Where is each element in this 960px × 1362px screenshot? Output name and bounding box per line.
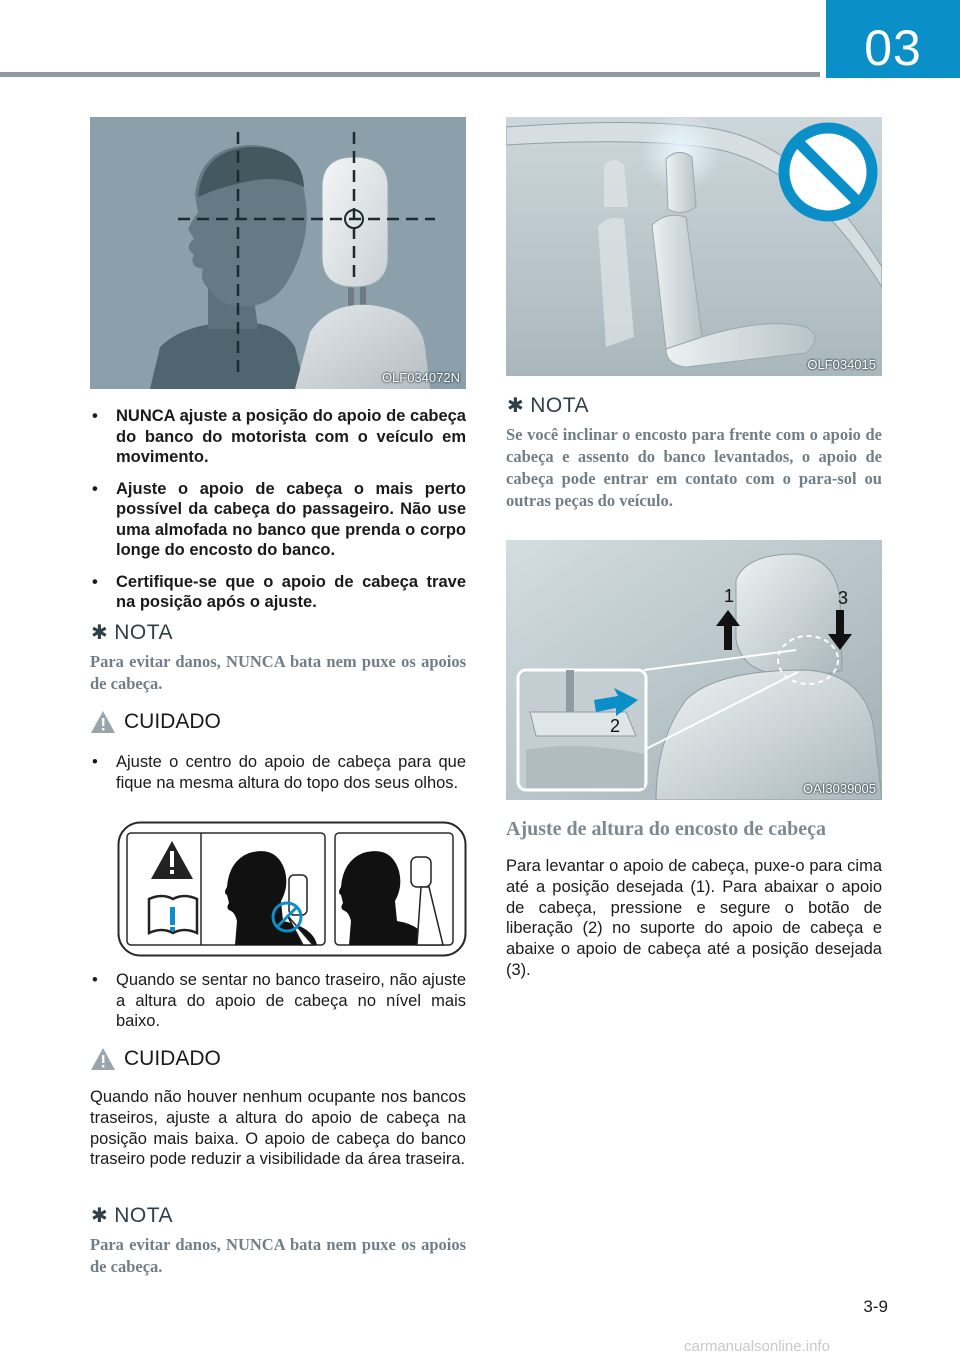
warning-triangle-icon: [90, 710, 116, 734]
nota-heading: [91, 1203, 173, 1228]
list-item: • Ajuste o centro do apoio de cabeça para que fique na mesma altura do topo dos seus olhos.: [90, 752, 466, 793]
figure-seat-contact: [506, 117, 882, 376]
nota-heading: [507, 393, 589, 418]
page-number: 3-9: [863, 1297, 888, 1316]
caution-headrest-illustration: [117, 821, 467, 957]
warning-triangle-icon: [90, 1047, 116, 1071]
figure-code: OLF034015: [807, 357, 876, 372]
head-alignment-illustration: [90, 117, 466, 389]
caution-bullets-top: [90, 752, 466, 804]
top-rule: [0, 72, 820, 77]
asterisk-icon: ✱: [91, 1205, 109, 1227]
section-paragraph: Para levantar o apoio de cabeça, puxe-o para cima até a posição desejada (1). Para abaixar o apoio de cabeça, pressione e segure o botão de liberação (2) no suporte do apoio de cabeça e abaixe o apoio de cabeça até a posição desejada (3).: [506, 857, 882, 979]
nota-text: Se você inclinar o encosto para frente com o apoio de cabeça e assento do banco levantados, o apoio de cabeça pode entrar em contato com o para-sol ou outras peças do veículo.: [506, 425, 882, 510]
figure-head-alignment: [90, 117, 466, 389]
asterisk-icon: ✱: [507, 395, 525, 417]
label-2: 2: [610, 716, 621, 736]
list-item: • Quando se sentar no banco traseiro, não ajuste a altura do apoio de cabeça no nível mais baixo.: [90, 970, 466, 1032]
headrest-release-illustration: [506, 540, 882, 800]
figure-code: OLF034072N: [381, 370, 460, 385]
figure-code: OAI3039005: [802, 781, 876, 796]
label-1: 1: [724, 586, 735, 606]
nota-title: NOTA: [114, 621, 174, 644]
asterisk-icon: ✱: [91, 622, 109, 644]
list-item: • NUNCA ajuste a posição do apoio de cabeça do banco do motorista com o veículo em movimento.: [90, 406, 466, 468]
list-item: • Ajuste o apoio de cabeça o mais perto possível da cabeça do passageiro. Não use uma almofada no banco que prenda o corpo longe do encosto do banco.: [90, 479, 466, 561]
nota-title: NOTA: [114, 1204, 174, 1227]
section-title: Ajuste de altura do encosto de cabeça: [506, 818, 826, 840]
caution-title: CUIDADO: [124, 1047, 221, 1070]
caution-text: Quando não houver nenhum ocupante nos bancos traseiros, ajuste a altura do apoio de cabeça na posição mais baixa. O apoio de cabeça do banco traseiro pode reduzir a visibilidade da área traseira.: [90, 1088, 466, 1169]
chapter-tab: 03: [826, 0, 960, 78]
label-3: 3: [838, 588, 849, 608]
nota-text: Para evitar danos, NUNCA bata nem puxe os apoios de cabeça.: [90, 1235, 466, 1276]
caution-heading: [90, 1047, 221, 1071]
seat-contact-illustration: [506, 117, 882, 376]
list-item: • Certifique-se que o apoio de cabeça trave na posição após o ajuste.: [90, 572, 466, 613]
caution-bullets-bottom: [90, 970, 466, 1043]
headrest-bullets: [90, 406, 466, 624]
caution-heading: [90, 710, 221, 734]
nota-heading: [91, 620, 173, 645]
watermark: carmanualsonline.info: [684, 1338, 830, 1355]
nota-text: Para evitar danos, NUNCA bata nem puxe os apoios de cabeça.: [90, 652, 466, 693]
caution-title: CUIDADO: [124, 710, 221, 733]
figure-caution-headrest: [117, 821, 467, 957]
figure-headrest-release: [506, 540, 882, 800]
nota-title: NOTA: [530, 394, 590, 417]
